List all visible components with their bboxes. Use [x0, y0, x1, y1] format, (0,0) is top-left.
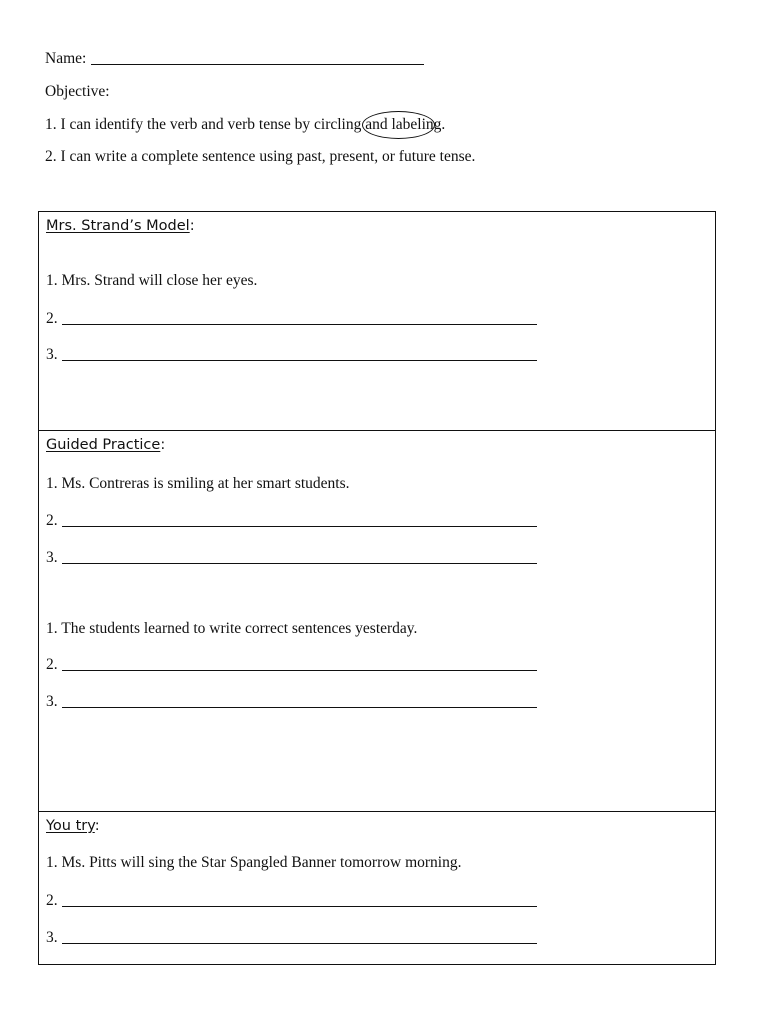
guided-answer-b3-blank[interactable] [62, 706, 537, 708]
model-row [39, 212, 716, 431]
you-try-cell [39, 812, 716, 965]
guided-answer-a2-num: 2. [46, 512, 58, 529]
circled-phrase [365, 116, 441, 134]
you-try-title-suffix: : [94, 818, 100, 834]
guided-cell [39, 431, 716, 812]
you-try-title [46, 818, 100, 834]
model-answer-2 [46, 310, 537, 328]
name-line [45, 50, 424, 68]
you-try-sentence: 1. Ms. Pitts will sing the Star Spangled Banner tomorrow morning. [46, 854, 462, 871]
objective-label: Objective: [45, 83, 110, 100]
guided-answer-b2 [46, 656, 537, 674]
you-try-answer-2-blank[interactable] [62, 905, 537, 907]
name-label: Name: [45, 50, 87, 67]
guided-row [39, 431, 716, 812]
model-title-suffix: : [189, 218, 195, 234]
you-try-row [39, 812, 716, 965]
guided-answer-a3 [46, 549, 537, 567]
worksheet-table [38, 211, 716, 965]
guided-title-suffix: : [160, 437, 166, 453]
you-try-answer-3 [46, 929, 537, 947]
guided-title-text: Guided Practice [46, 437, 161, 453]
objective-2: 2. I can write a complete sentence using past, present, or future tense. [45, 148, 476, 165]
objective-1-circled-text: and labeling [365, 116, 442, 133]
model-sentence: 1. Mrs. Strand will close her eyes. [46, 272, 258, 289]
model-answer-3-num: 3. [46, 346, 58, 363]
objective-1-suffix: . [441, 116, 446, 133]
guided-sentence-b: 1. The students learned to write correct sentences yesterday. [46, 620, 418, 637]
objective-1-prefix: 1. I can identify the verb and verb tense by circling [45, 116, 366, 133]
model-answer-3 [46, 346, 537, 364]
guided-answer-b2-blank[interactable] [62, 669, 537, 671]
guided-answer-a3-blank[interactable] [62, 562, 537, 564]
guided-answer-b3 [46, 693, 537, 711]
guided-answer-a2 [46, 512, 537, 530]
name-blank[interactable] [91, 63, 424, 65]
you-try-answer-2 [46, 892, 537, 910]
objective-1 [45, 116, 445, 134]
you-try-title-text: You try [46, 818, 95, 834]
guided-answer-a2-blank[interactable] [62, 525, 537, 527]
guided-answer-b3-num: 3. [46, 693, 58, 710]
model-answer-2-blank[interactable] [62, 323, 537, 325]
guided-title [46, 437, 165, 453]
you-try-answer-3-blank[interactable] [62, 942, 537, 944]
you-try-answer-3-num: 3. [46, 929, 58, 946]
guided-answer-b2-num: 2. [46, 656, 58, 673]
you-try-answer-2-num: 2. [46, 892, 58, 909]
model-cell [39, 212, 716, 431]
model-answer-2-num: 2. [46, 310, 58, 327]
model-title-text: Mrs. Strand’s Model [46, 218, 190, 234]
guided-sentence-a: 1. Ms. Contreras is smiling at her smart students. [46, 475, 350, 492]
model-title [46, 218, 195, 234]
guided-answer-a3-num: 3. [46, 549, 58, 566]
model-answer-3-blank[interactable] [62, 359, 537, 361]
